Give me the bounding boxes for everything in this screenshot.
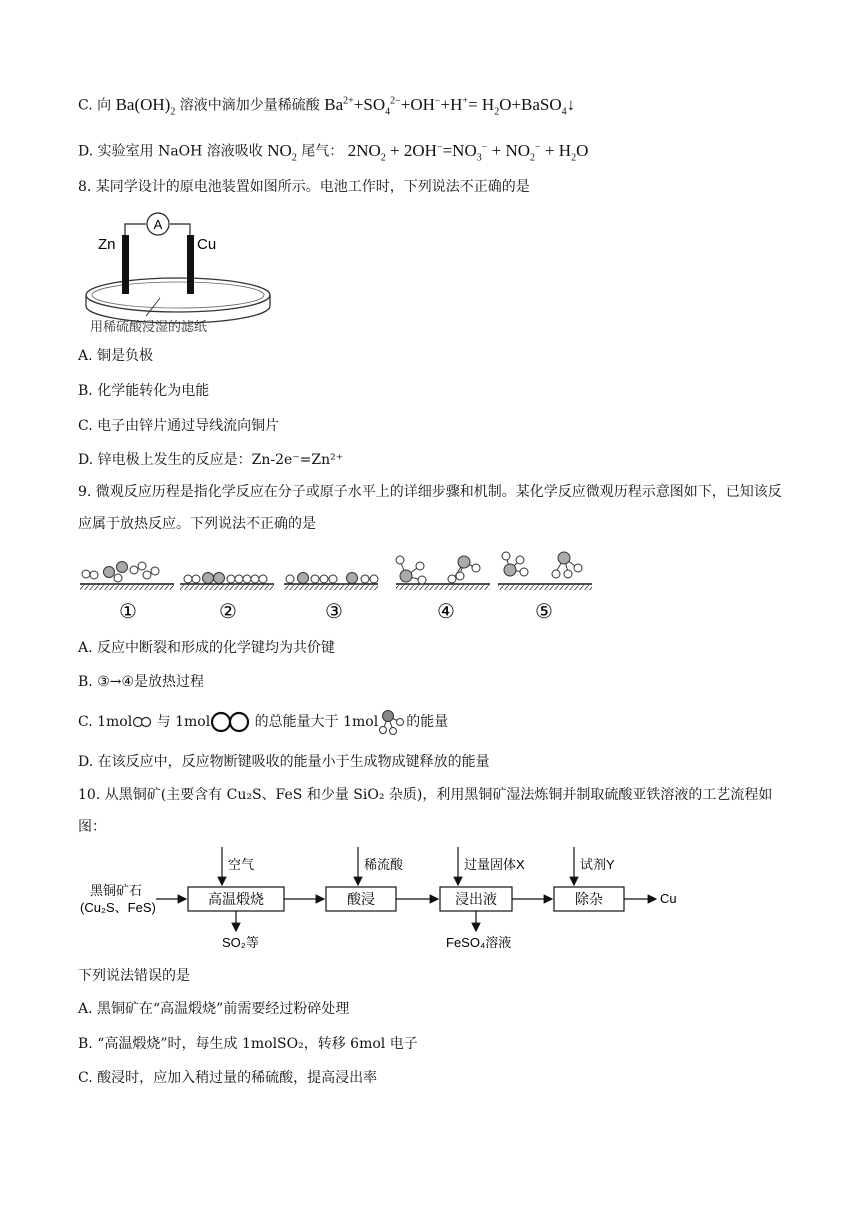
surface-1 [80,584,174,590]
product-molecule-icon [378,708,406,736]
raw-material-formula: (Cu₂S、FeS) [80,900,156,915]
q9-option-c: C. 1mol 与 1mol 的总能量大于 1mol 的能量 [78,708,448,738]
q8-option-a: A. 铜是负极 [78,348,154,364]
step-label-5: ⑤ [535,601,553,623]
product-label: Cu [660,891,677,906]
input-reagent-y: 试剂Y [580,857,615,872]
q7-option-c: C. 向 $Ba(OH)_2$ 溶液中滴加少量稀硫酸 $Ba^{2+}+SO_4^{2-}+OH^-+H^+=$ $H_2O+BaSO_4↓$ [78,94,576,118]
q10-option-b: B. “高温煅烧”时，每生成 1molSO₂，转移 6mol 电子 [78,1036,418,1052]
q10-option-a: A. 黑铜矿在“高温煅烧”前需要经过粉碎处理 [78,1001,350,1017]
q9-option-a: A. 反应中断裂和形成的化学键均为共价键 [78,640,336,656]
step-label-3: ③ [325,601,343,623]
ammeter-label: A [153,217,163,232]
output-feso4: FeSO₄溶液 [446,935,512,950]
zn-label: Zn [98,236,116,253]
ionic-equation: $Ba^{2+}+SO_4^{2-}+OH^-+H^+=$ $H_2O+BaSO_4↓$ [324,94,576,118]
galvanic-cell-figure [78,208,278,338]
raw-material-label: 黑铜矿石 [90,883,143,898]
q8-option-c: C. 电子由锌片通过导线流向铜片 [78,418,280,434]
q9-option-b: B. ③→④是放热过程 [78,674,205,690]
small-diatomic-molecule-icon [132,716,152,728]
q10-stem: 10. 从黑铜矿(主要含有 Cu₂S、FeS 和少量 SiO₂ 杂质)，利用黑铜矿湿法炼铜并制取硫酸亚铁溶液的工艺流程如图： [78,787,773,835]
input-air: 空气 [228,857,255,872]
svg-text:除杂: 除杂 [575,891,603,907]
reaction-mechanism-figure [78,550,598,625]
output-so2: SO₂等 [222,935,259,950]
reagent-formula: $Ba(OH)_2$ [115,94,176,118]
surface-4 [396,584,490,590]
q8-option-b: B. 化学能转化为电能 [78,383,210,399]
q8-option-d: D. 锌电极上发生的反应是：Zn-2e⁻=Zn²⁺ [78,452,344,468]
q9-option-d: D. 在该反应中，反应物断键吸收的能量小于生成物成键释放的能量 [78,754,490,770]
step-label-4: ④ [437,601,455,623]
input-solid-x: 过量固体X [464,857,525,872]
surface-3 [284,584,378,590]
q8-stem: 8. 某同学设计的原电池装置如图所示。电池工作时，下列说法不正确的是 [78,179,530,195]
step-label-1: ① [119,601,137,623]
ionic-equation: $2NO_2 + 2OH^-=NO_3^- + NO_2^- + H_2O$ [347,140,589,164]
input-dilute-acid: 稀流酸 [364,857,404,872]
q7-option-d: D. 实验室用 NaOH 溶液吸收 $NO_2$ 尾气： $2NO_2 + 2OH^-=NO_3^- + NO_2^- + H_2O$ [78,140,589,164]
surface-2 [180,584,274,590]
svg-text:酸浸: 酸浸 [347,891,375,907]
figure-caption: 用稀硫酸浸湿的滤纸 [90,319,208,334]
svg-text:高温煅烧: 高温煅烧 [208,891,264,907]
surface-5 [498,584,592,590]
q10-lead: 下列说法错误的是 [78,968,190,984]
large-diatomic-molecule-icon [210,711,250,733]
q9-stem: 9. 微观反应历程是指化学反应在分子或原子水平上的详细步骤和机制。某化学反应微观历程示意图如下，已知该反应属于放热反应。下列说法不正确的是 [78,484,782,532]
svg-text:浸出液: 浸出液 [455,891,497,907]
process-flow-figure [78,845,698,955]
cu-label: Cu [197,236,217,253]
q10-option-c: C. 酸浸时，应加入稍过量的稀硫酸，提高浸出率 [78,1070,378,1086]
step-label-2: ② [219,601,237,623]
